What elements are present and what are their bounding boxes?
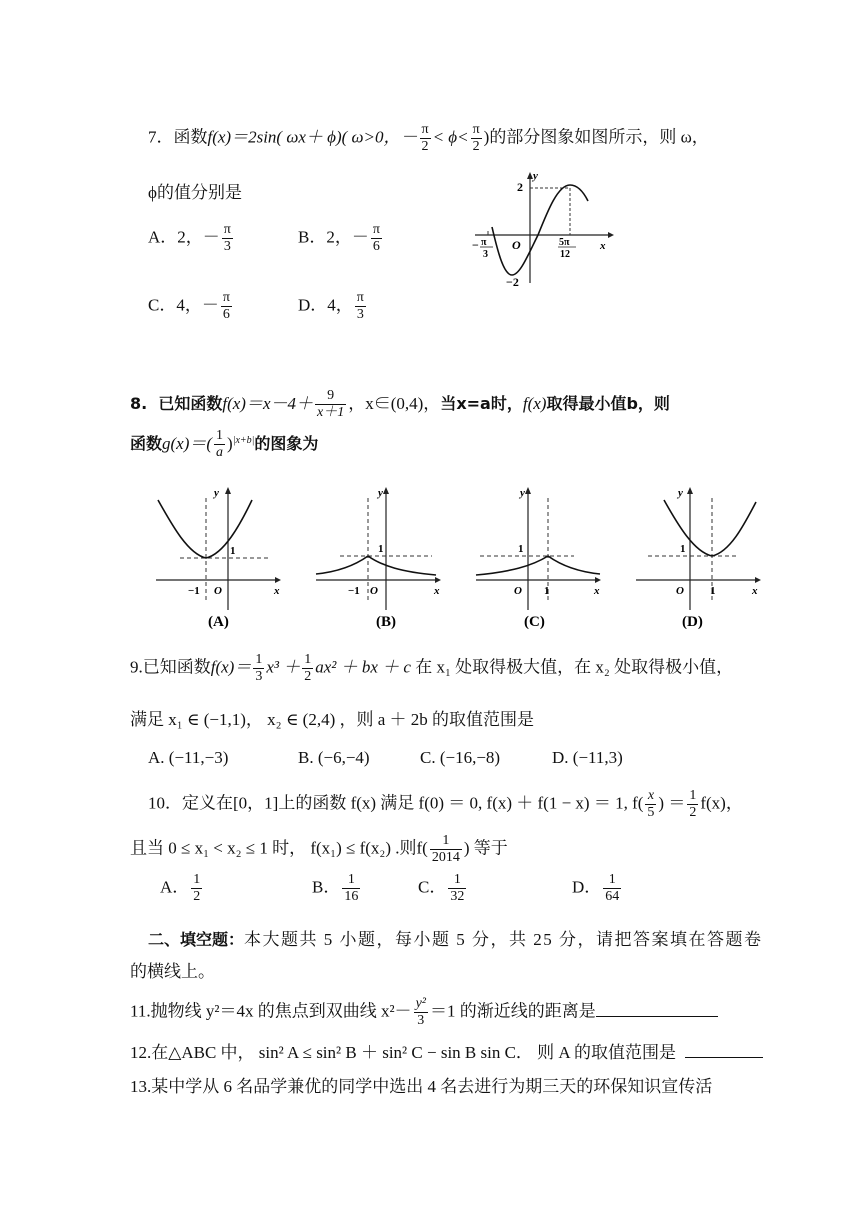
q9-option-d: D. (−11,3) [552, 748, 623, 767]
neg-sign: − [472, 238, 479, 252]
q11 [130, 996, 718, 1029]
tick-num: 5π [559, 237, 570, 248]
q9-fx: f(x)＝ [210, 657, 252, 677]
x-label: x [434, 585, 440, 597]
frac-num: π [221, 290, 232, 307]
q8-domain: ，x∈(0,4)， [348, 394, 441, 414]
q8-line1 [130, 388, 670, 421]
q10-option-c [418, 872, 468, 905]
sine-curve [492, 185, 588, 275]
frac-den: 16 [344, 889, 359, 905]
y-label: y [678, 487, 683, 499]
frac-num: 1 [214, 428, 225, 445]
frac-num: 1 [342, 872, 360, 889]
q7-option-d [298, 290, 368, 323]
graph-label: (B) [376, 614, 396, 630]
frac-num: π [420, 122, 431, 139]
option-label: A．2，－ [148, 227, 220, 247]
tick-label: −1 [188, 585, 200, 597]
frac-den: 3 [223, 239, 231, 255]
q7-option-c [148, 290, 234, 323]
q10-option-a [160, 872, 204, 905]
origin: O [370, 585, 378, 597]
option-label: B．2，－ [298, 227, 369, 247]
option-label: D． [572, 877, 602, 897]
q9-line2: 满足 x₁ ∈ (−1,1)， x₂ ∈ (2,4) ，则 a ＋ 2b 的取值范围是 [130, 710, 535, 729]
frac-den: 2 [421, 139, 429, 155]
q8-stem: 已知函数 [158, 394, 223, 414]
q9-stem: 已知函数 [142, 657, 211, 677]
q11-text-b: ＝1 的渐近线的距离是 [429, 1001, 596, 1021]
frac-num: π [222, 222, 233, 239]
q9-term1: x³ ＋ [266, 657, 301, 677]
q8-fx: f(x) [522, 394, 547, 414]
q10-text-a: 定义在[0，1]上的函数 f(x) 满足 f(0) ＝ 0, f(x) ＋ f(1 − x) ＝ 1, f( [182, 793, 644, 813]
option-label: B． [312, 877, 341, 897]
origin: O [676, 585, 684, 597]
q8-stem-c: 取得最小值b，则 [546, 394, 670, 414]
graph-label: (A) [208, 614, 229, 630]
frac-den: 2 [193, 889, 201, 905]
frac-num: 9 [315, 388, 346, 405]
q8-graph-c [470, 480, 605, 635]
q8-line2 [130, 428, 318, 461]
q7-ineq: < ϕ< [432, 127, 469, 147]
option-label: C．4，－ [148, 295, 219, 315]
q7-function: f(x)＝2sin( ωx＋ ϕ)( ω>0，－ [207, 127, 418, 147]
q8-function: f(x)＝x－4＋ [222, 394, 314, 414]
frac-num: π [355, 290, 366, 307]
q11-answer-blank[interactable] [596, 1000, 718, 1017]
origin: O [514, 585, 522, 597]
x-label: x [594, 585, 600, 597]
q9-line1: 9.已知函数f(x)＝ $\frac{1}{3}$ x³ ＋ $\frac{1}{2}$ ax² ＋ bx ＋ c 在 x₁ 处取得极大值，在 x₂ 处取得极小值， [130, 652, 734, 685]
tick-label: 1 [544, 585, 550, 597]
frac-num: 1 [191, 872, 202, 889]
section2-line2: 的横线上。 [130, 962, 215, 981]
frac-num: 1 [603, 872, 621, 889]
y-label: y [520, 487, 525, 499]
tick-label: −1 [348, 585, 360, 597]
q10-number: 10． [148, 793, 182, 813]
q10-text-c: f(x)， [700, 793, 743, 813]
q7-option-b [298, 222, 384, 255]
tick-den: 12 [560, 249, 570, 260]
section-text: 本大题共 5 小题，每小题 5 分，共 25 分，请把答案填在答题卷 [244, 930, 763, 949]
q11-text-a: 11.抛物线 y²＝4x 的焦点到双曲线 x²－ [130, 1001, 412, 1021]
frac-den: 2014 [431, 850, 460, 866]
q10-line2-b: ) 等于 [463, 838, 508, 858]
label-one: 1 [518, 543, 524, 555]
q12 [130, 1038, 763, 1063]
frac-num: 1 [448, 872, 466, 889]
q7-sine-graph [470, 165, 620, 290]
q12-answer-blank[interactable] [685, 1041, 763, 1058]
q10-line1 [148, 788, 743, 821]
q8-graph-a [150, 480, 285, 635]
frac-den: 3 [417, 1013, 425, 1029]
origin: O [512, 238, 521, 252]
frac-den: x＋1 [317, 405, 345, 421]
frac-den: 32 [450, 889, 465, 905]
q9-term2: ax² ＋ bx ＋ c [315, 657, 411, 677]
q9-option-a: A. (−11,−3) [148, 748, 229, 767]
frac-den: 2 [472, 139, 480, 155]
label-one: 1 [680, 543, 686, 555]
section2-heading [148, 925, 763, 950]
q10-option-d [572, 872, 623, 905]
q10-option-b [312, 872, 362, 905]
x-label: x [274, 585, 280, 597]
frac-den: 5 [647, 805, 655, 821]
frac-den: 64 [605, 889, 620, 905]
q13: 13.某中学从 6 名品学兼优的同学中选出 4 名去进行为期三天的环保知识宣传活 [130, 1077, 713, 1096]
q7-line2: ϕ的值分别是 [148, 183, 242, 202]
frac-num: π [471, 122, 482, 139]
option-label: D．4， [298, 295, 353, 315]
q7-line1 [148, 122, 709, 155]
q8-number: 8. [130, 394, 148, 414]
q8-line2-b: 的图象为 [254, 434, 319, 454]
tick-label: 1 [710, 585, 716, 597]
pi3-den: 3 [483, 249, 488, 260]
q7-frac-pi2-b [471, 122, 482, 155]
label-two: 2 [517, 180, 523, 194]
frac-den: 3 [356, 307, 364, 323]
x-label: x [600, 240, 606, 252]
q7-stem: 函数 [173, 127, 208, 147]
frac-num: y² [414, 996, 428, 1013]
frac-den: 2 [689, 805, 697, 821]
option-label: C． [418, 877, 447, 897]
graph-label: (D) [682, 614, 703, 630]
q9-rest: 在 x₁ 处取得极大值，在 x₂ 处取得极小值， [410, 657, 734, 677]
section-title: 二、填空题： [148, 930, 245, 949]
g-exponent: |x+b| [232, 434, 255, 446]
y-label: y [378, 487, 383, 499]
q8-stem-b: 当x=a时， [440, 394, 523, 414]
frac-num: x [645, 788, 656, 805]
frac-num: 1 [430, 833, 462, 850]
q10-line2-a: 且当 0 ≤ x₁ < x₂ ≤ 1 时， f(x₁) ≤ f(x₂) .则f( [130, 838, 428, 858]
q9-number: 9. [130, 657, 143, 677]
frac-num: π [371, 222, 382, 239]
q7-number: 7． [148, 127, 174, 147]
pi3-num: π [481, 237, 487, 248]
q7-frac-pi2 [420, 122, 431, 155]
q10-text-b: ) ＝ [658, 793, 686, 813]
frac-den: 6 [372, 239, 380, 255]
q9-option-b: B. (−6,−4) [298, 748, 370, 767]
q8-gfunc: g(x)＝( [162, 434, 213, 454]
x-label: x [752, 585, 758, 597]
g-paren: ) [227, 434, 233, 454]
label-one: 1 [230, 545, 236, 557]
q8-graph-d [630, 480, 765, 635]
frac-num: 1 [687, 788, 698, 805]
y-label: y [214, 487, 219, 499]
label-neg-two: −2 [506, 275, 519, 289]
q8-graph-b [310, 480, 445, 635]
q7-option-a [148, 222, 235, 255]
q7-stem-end: )的部分图象如图所示，则 ω， [483, 127, 709, 147]
x-arrow [608, 232, 614, 238]
q8-line2-a: 函数 [130, 434, 163, 454]
option-label: A． [160, 877, 190, 897]
frac-den: 6 [222, 307, 230, 323]
q12-text: 12.在△ABC 中， sin² A ≤ sin² B ＋ sin² C − sin B sin C． 则 A 的取值范围是 [130, 1043, 677, 1062]
label-one: 1 [378, 543, 384, 555]
q10-line2 [130, 833, 508, 866]
frac-den: a [216, 445, 224, 461]
origin: O [214, 585, 222, 597]
graph-label: (C) [524, 614, 545, 630]
q9-option-c: C. (−16,−8) [420, 748, 501, 767]
y-label: y [533, 170, 538, 182]
